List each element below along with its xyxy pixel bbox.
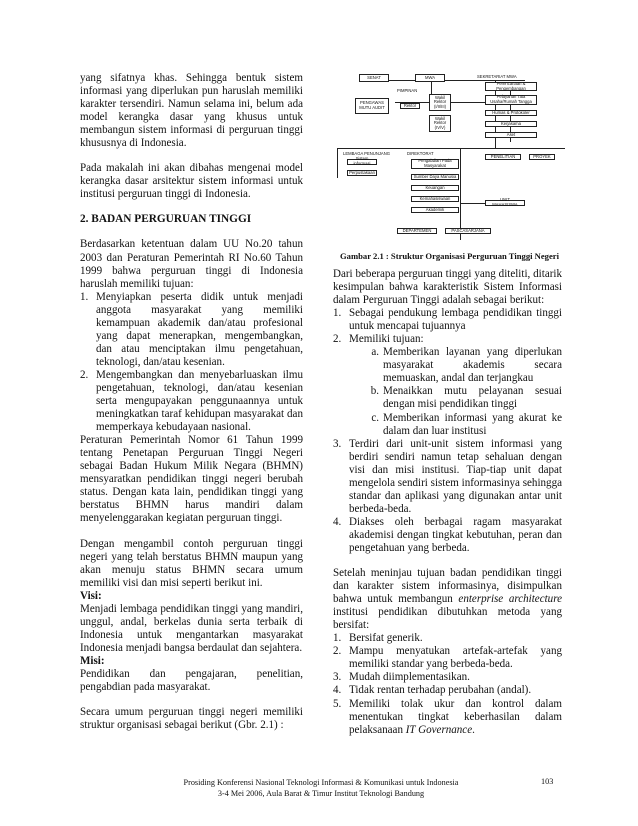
label-lembaga: LEMBAGA PENUNJANG <box>343 151 391 156</box>
sub-list-letter: b. <box>370 385 379 398</box>
label-sekretariat: SEKRETARIAT MWA <box>477 74 517 79</box>
box-rektor: Rektor <box>400 103 420 109</box>
sub-list-item <box>333 412 562 438</box>
sub-list-text: Memberikan layanan yang diperlukan masyarakat akademis secara memuaskan, andal dan terjangkau <box>383 346 562 385</box>
footer-line-1: Prosiding Konferensi Nasional Teknologi Informasi & Komunikasi untuk Indonesia <box>183 778 459 787</box>
list-text: Mampu menyatukan artefak-artefak yang memiliki standar yang berbeda-beda. <box>349 645 562 671</box>
box-unit-mahasiswa: UNIT MAHASISWA <box>485 200 525 206</box>
box-penelitian: PENELITIAN <box>485 154 521 160</box>
box-perpustakaan: Perpustakaan <box>347 170 377 176</box>
list-item <box>80 369 303 434</box>
box-pengabdian: Pengabdian Pada Masyarakat <box>411 159 459 169</box>
list-text: Memiliki tolak ukur dan kontrol dalam menentukan tingkat keberhasilan dalam pelaksanaan IT Governance. <box>349 697 562 736</box>
list-item <box>333 333 562 346</box>
paragraph: Setelah meninjau tujuan badan pendidikan tinggi dan karakter sistem informasinya, disimpulkan bahwa untuk membangun enterprise architecture institusi pendidikan dibutuhkan metoda yang bersifat: <box>333 567 562 632</box>
list-item <box>333 671 562 684</box>
list-number: 4. <box>333 515 342 528</box>
list-text: Tidak rentan terhadap perubahan (andal). <box>349 684 532 697</box>
paragraph: Dari beberapa perguruan tinggi yang diteliti, ditarik kesimpulan bahwa karakteristik Sistem Informasi dalam Perguruan Tinggi adalah sebagai berikut: <box>333 268 562 307</box>
list-text: Bersifat generik. <box>349 632 423 645</box>
list-number: 2. <box>333 645 342 658</box>
paragraph: Secara umum perguruan tinggi negeri memiliki struktur organisasi sebagai berikut (Gbr. 2.1) : <box>80 706 303 732</box>
label-direktorat: DIREKTORAT <box>407 151 434 156</box>
box-pelayanan: Pelayanan Tata Usaha/Rumah Tangga <box>485 95 537 105</box>
box-kerjasama: Kerjasama <box>485 121 537 127</box>
list-number: 3. <box>333 437 342 450</box>
list-item <box>333 438 562 516</box>
page-footer <box>80 777 562 799</box>
box-sistem-informasi: Sistem informasi <box>347 159 377 165</box>
list-number: 2. <box>80 368 89 381</box>
label-pimpinan: PIMPINAN <box>397 88 418 93</box>
sub-list-text: Memberikan informasi yang akurat ke dalam dan luar institusi <box>383 411 562 437</box>
box-akademik: Akademik <box>411 207 459 213</box>
box-wakil-rektor-1: Wakil Rektor (I/II/III) <box>429 94 451 111</box>
box-perencanaan: Perencanaan & Pengembangan <box>485 82 537 91</box>
box-aset: Aset <box>485 132 537 138</box>
sub-list-letter: a. <box>371 346 379 359</box>
paragraph: Peraturan Pemerintah Nomor 61 Tahun 1999 tentang Penetapan Perguruan Tinggi Negeri sebagai Badan Hukum Milik Negara (BHMN) mensyaratkan pendidikan tinggi negeri berubah status. Dengan kata lain, pendidikan tinggi yang berstatus BHMN harus mandiri dalam menyelenggarakan kegiatan perguruan tinggi. <box>80 434 303 525</box>
list-text: Mudah diimplementasikan. <box>349 671 470 684</box>
paragraph: Pada makalah ini akan dibahas mengenai model kerangka dasar arsitektur sistem informasi untuk institusi perguruan tinggi di Indonesia. <box>80 162 303 201</box>
visi-text: Menjadi lembaga pendidikan tinggi yang mandiri, unggul, andal, berkelas dunia serta terbaik di Indonesia untuk mengantarkan masyarakat Indonesia menjadi bangsa berdaulat dan sejahtera. <box>80 602 303 654</box>
box-mwa: MWA <box>415 74 445 82</box>
list-text: Memiliki tujuan: <box>349 333 424 346</box>
list-number: 1. <box>333 307 342 320</box>
box-departemen: DEPARTEMEN <box>397 228 437 234</box>
list-text: Terdiri dari unit-unit sistem informasi yang berdiri sendiri namun tetap sehaluan dengan visi dan misi institusi. Tiap-tiap unit dapat mengelola sendiri sistem informasinya sehingga standar dan aplikasi yang digunakan antar unit berbeda-beda. <box>349 437 562 515</box>
paragraph: yang sifatnya khas. Sehingga bentuk sistem informasi yang diperlukan pun haruslah memiliki karakter tersendiri. Namun selama ini, belum ada model kerangka dasar yang khusus untuk membangun sistem informasi di perguruan tinggi khususnya di Indonesia. <box>80 72 303 150</box>
figure-caption: Gambar 2.1 : Struktur Organisasi Perguruan Tinggi Negeri <box>340 251 559 261</box>
list-number: 3. <box>333 671 342 684</box>
list-item <box>333 698 562 737</box>
sub-list-text: Menaikkan mutu pelayanan sesuai dengan misi pendidikan tinggi <box>383 385 562 411</box>
section-heading: 2. BADAN PERGURUAN TINGGI <box>80 213 252 226</box>
list-number: 2. <box>333 333 342 346</box>
list-text: Menyiapkan peserta didik untuk menjadi anggota masyarakat yang memiliki kemampuan akademik dan/atau profesional yang dapat menerapkan, mengembangkan, dan atau menciptakan ilmu pengetahuan, teknologi, dan/atau kesenian. <box>96 290 303 368</box>
list-item <box>333 516 562 555</box>
list-item <box>80 291 303 369</box>
box-pascasarjana: PASCASARJANA <box>445 228 491 234</box>
box-wakil-rektor-2: Wakil Rektor (IV/V) <box>429 115 451 132</box>
box-keuangan: Keuangan <box>411 185 459 191</box>
footer-line-2: 3-4 Mei 2006, Aula Barat & Timur Institut Teknologi Bandung <box>217 789 425 798</box>
list-number: 1. <box>333 632 342 645</box>
sub-list-item <box>333 385 562 411</box>
misi-label: Misi: <box>80 654 105 667</box>
misi-text: Pendidikan dan pengajaran, penelitian, pengabdian pada masyarakat. <box>80 667 303 694</box>
box-humas: Humas & Protokoler <box>485 110 537 116</box>
box-senat: SENAT <box>359 74 389 82</box>
list-number: 5. <box>333 697 342 710</box>
list-item <box>333 645 562 671</box>
list-item <box>333 684 562 697</box>
list-text: Diakses oleh berbagai ragam masyarakat akademisi dengan tingkat kebutuhan, peran dan pengetahuan yang berbeda. <box>349 515 562 554</box>
list-item <box>333 307 562 333</box>
page-number: 103 <box>541 777 554 786</box>
visi-label: Visi: <box>80 589 102 602</box>
sub-list-item <box>333 346 562 385</box>
paragraph: Dengan mengambil contoh perguruan tinggi negeri yang telah berstatus BHMN maupun yang akan menuju status BHMN secara umum memiliki visi dan misi seperti berikut ini. <box>80 537 303 589</box>
list-number: 4. <box>333 684 342 697</box>
box-sdm: Sumber Daya Manusia <box>411 174 459 180</box>
list-item <box>333 632 562 645</box>
paragraph: Berdasarkan ketentuan dalam UU No.20 tahun 2003 dan Peraturan Pemerintah RI No.60 Tahun 1999 bahwa perguruan tinggi di Indonesia haruslah memiliki tujuan: <box>80 238 303 290</box>
right-column <box>333 268 562 737</box>
left-column <box>80 72 303 732</box>
sub-list-letter: c. <box>371 411 379 424</box>
box-kemahasiswaan: Kemahasiswaan <box>411 196 459 202</box>
box-proyek: PROYEK <box>529 154 555 160</box>
list-text: Mengembangkan dan menyebarluaskan ilmu pengetahuan, teknologi, dan/atau kesenian serta mengupayakan penggunaannya untuk meningkatkan taraf kehidupan masyarakat dan memperkaya kebudayaan nasional. <box>96 368 303 434</box>
list-text: Sebagai pendukung lembaga pendidikan tinggi untuk mencapai tujuannya <box>349 307 562 333</box>
list-number: 1. <box>80 290 89 303</box>
box-pengawas: PENGAWAS MUTU AUDIT <box>355 98 389 114</box>
org-chart-figure <box>335 70 565 246</box>
